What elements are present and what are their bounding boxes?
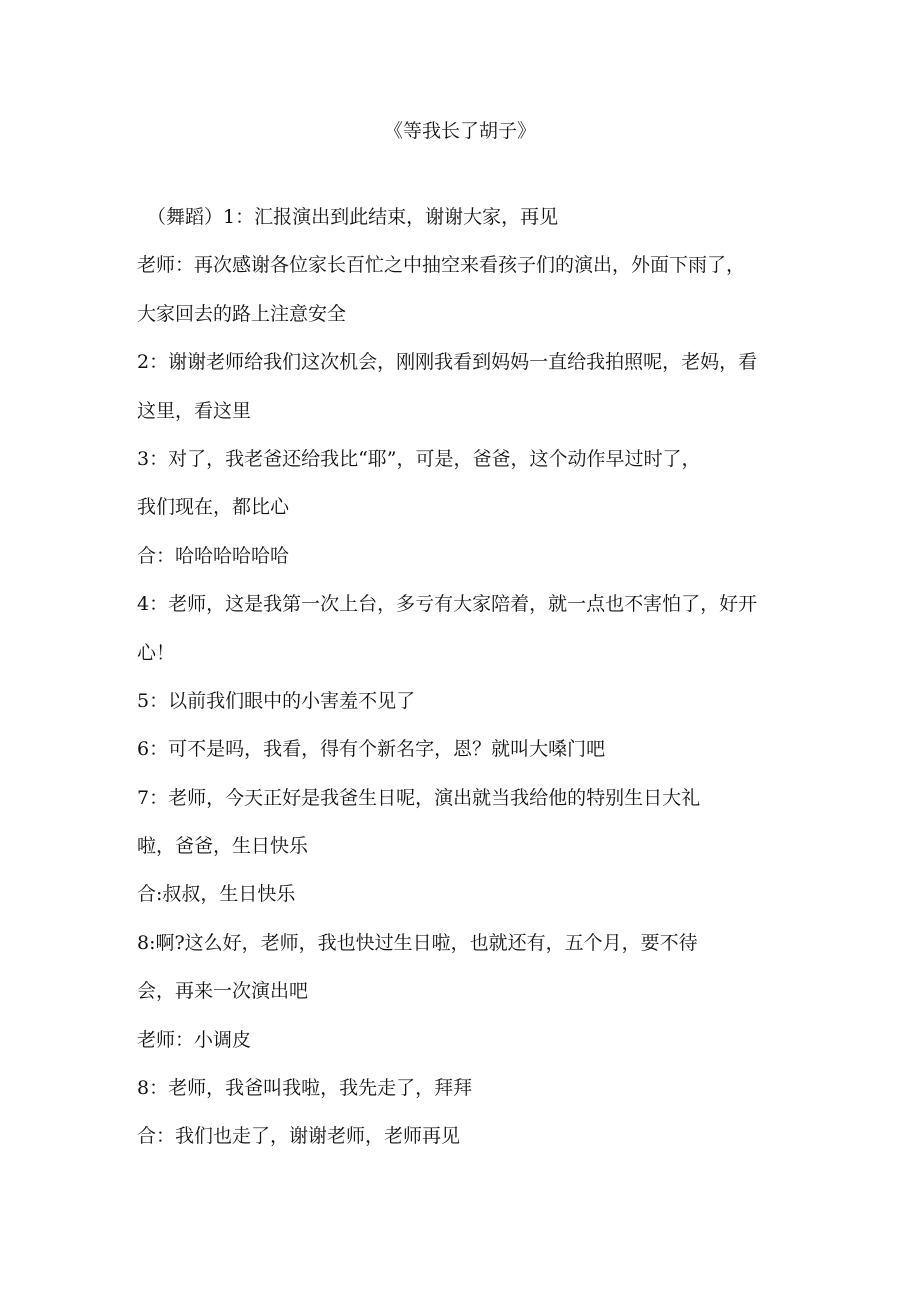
script-line-13: 7：老师，今天正好是我爸生日呢，演出就当我给他的特别生日大礼	[137, 786, 701, 809]
script-line-4: 2：谢谢老师给我们这次机会，刚刚我看到妈妈一直给我拍照呢，老妈，看	[137, 351, 758, 374]
script-lines	[137, 202, 797, 1170]
script-line-2: 老师：再次感谢各位家长百忙之中抽空来看孩子们的演出，外面下雨了，	[137, 254, 746, 277]
script-line-5: 这里，看这里	[137, 399, 252, 422]
script-line-8: 合：哈哈哈哈哈哈	[137, 544, 290, 567]
script-line-20: 合：我们也走了，谢谢老师，老师再见	[137, 1125, 461, 1148]
script-line-17: 会，再来一次演出吧	[137, 980, 309, 1003]
script-line-10: 心！	[137, 641, 176, 664]
script-line-18: 老师：小调皮	[137, 1028, 252, 1051]
script-line-12: 6：可不是吗，我看，得有个新名字，恩？就叫大嗓门吧	[137, 738, 606, 761]
script-line-14: 啦，爸爸，生日快乐	[137, 835, 309, 858]
script-line-16: 8:啊?这么好，老师，我也快过生日啦，也就还有，五个月，要不待	[137, 931, 698, 954]
script-line-1: （舞蹈）1：汇报演出到此结束，谢谢大家，再见	[147, 206, 559, 228]
script-line-3: 大家回去的路上注意安全	[137, 302, 347, 325]
script-line-19: 8：老师，我爸叫我啦，我先走了，拜拜	[137, 1077, 473, 1100]
script-line-15: 合:叔叔，生日快乐	[137, 883, 296, 906]
script-line-11: 5：以前我们眼中的小害羞不见了	[137, 689, 416, 712]
script-line-7: 我们现在，都比心	[137, 496, 290, 519]
script-line-6: 3：对了，我老爸还给我比“耶”，可是，爸爸，这个动作早过时了，	[137, 447, 701, 470]
script-line-9: 4：老师，这是我第一次上台，多亏有大家陪着，就一点也不害怕了，好开	[137, 593, 758, 616]
document-title: 《等我长了胡子》	[383, 120, 536, 142]
